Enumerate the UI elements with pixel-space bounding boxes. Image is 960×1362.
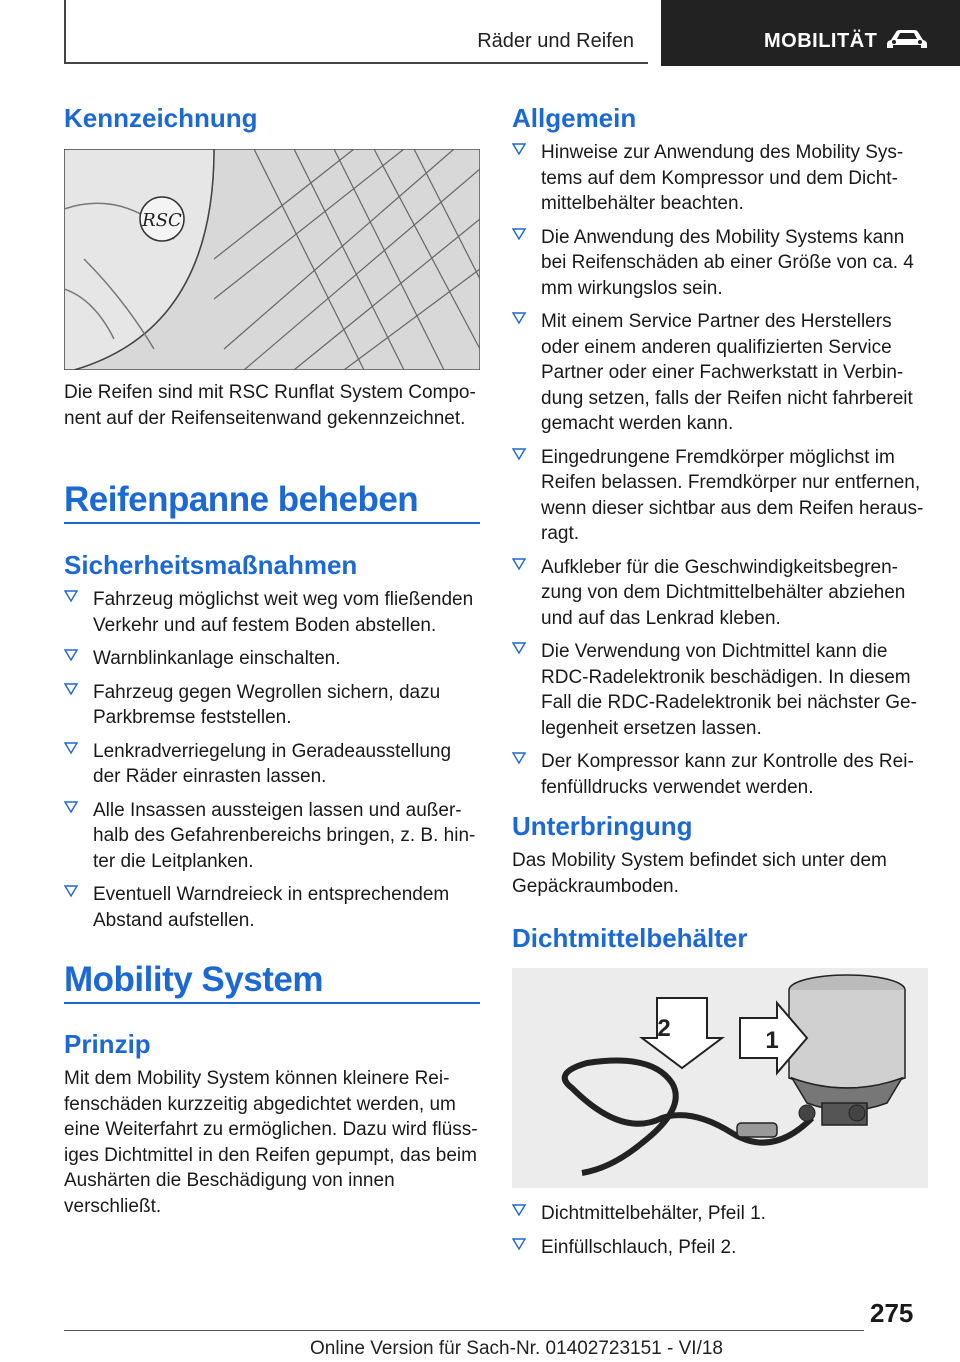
list-item-text: Aufkleber für die Geschwindigkeitsbegrenzung von dem Dichtmittelbehälter abziehen und auf das Lenkrad kleben. [541, 556, 906, 629]
page-number: 275 [870, 1298, 914, 1328]
mobility-system-rule [64, 1002, 480, 1004]
allgemein-heading: Allgemein [512, 103, 637, 133]
list-item-text: Warnblinkanlage einschalten. [93, 648, 341, 669]
list-item [512, 749, 928, 800]
list-item [64, 646, 480, 672]
header-section-box [64, 0, 648, 64]
list-item-text: Hinweise zur Anwendung des Mobility Systems auf dem Kompressor und dem Dichtmittelbehälter beachten. [541, 142, 904, 214]
arrow-label-2: 2 [657, 1015, 671, 1042]
reifenpanne-rule [64, 522, 480, 524]
triangle-bullet-icon [512, 557, 526, 571]
online-version-footer: Online Version für Sach-Nr. 01402723151 - VI/18 [310, 1338, 723, 1359]
list-item-text: Dichtmittelbehälter, Pfeil 1. [541, 1203, 766, 1224]
list-item-text: Der Kompressor kann zur Kontrolle des Reifenfülldrucks verwendet werden. [541, 751, 914, 798]
sealant-illustration [512, 968, 928, 1188]
triangle-bullet-icon [64, 741, 78, 755]
triangle-bullet-icon [512, 311, 526, 325]
allgemein-list [512, 140, 928, 808]
triangle-bullet-icon [64, 800, 78, 814]
triangle-bullet-icon [512, 142, 526, 156]
triangle-bullet-icon [512, 641, 526, 655]
list-item [64, 680, 480, 731]
triangle-bullet-icon [64, 589, 78, 603]
sealant-container-figure [512, 968, 928, 1188]
list-item-text: Die Anwendung des Mobility Systems kann bei Reifenschäden ab einer Größe von ca. 4 mm wirkungslos sein. [541, 226, 914, 299]
list-item-text: Einfüllschlauch, Pfeil 2. [541, 1236, 737, 1258]
tire-illustration [64, 149, 480, 370]
mobility-system-heading: Mobility System [64, 960, 323, 999]
sicherheit-list [64, 587, 480, 941]
list-item-text: Eingedrungene Fremdkörper möglichst im Reifen belassen. Fremdkörper nur entfernen, wenn dieser sichtbar aus dem Reifen herausragt. [541, 446, 924, 544]
list-item-text: Eventuell Warndreieck in entsprechendem Abstand aufstellen. [93, 884, 450, 931]
triangle-bullet-icon [64, 682, 78, 696]
kennzeichnung-text: Die Reifen sind mit RSC Runflat System Component auf der Reifenseitenwand gekennzeichnet. [64, 382, 476, 429]
triangle-bullet-icon [512, 1237, 526, 1251]
triangle-bullet-icon [512, 227, 526, 241]
svg-text:RSC: RSC [142, 210, 182, 231]
list-item [512, 309, 928, 437]
list-item [512, 225, 928, 302]
prinzip-text: Mit dem Mobility System können kleinere Reifenschäden kurzzeitig abgedichtet werden, um eine Weiterfahrt zu ermöglichen. Dazu wird flüssiges Dichtmittel in den Reifen gepumpt, das beim Aushärten die Beschädigung von innen verschließt. [64, 1068, 478, 1217]
list-item [64, 739, 480, 790]
list-item [512, 1235, 928, 1261]
triangle-bullet-icon [512, 751, 526, 765]
list-item [512, 1201, 928, 1227]
reifenpanne-heading: Reifenpanne beheben [64, 480, 419, 519]
triangle-bullet-icon [64, 884, 78, 898]
triangle-bullet-icon [512, 1203, 526, 1217]
tire-sidewall-figure [64, 149, 480, 370]
list-item [512, 445, 928, 547]
header-section-title: Räder und Reifen [477, 30, 634, 52]
prinzip-heading: Prinzip [64, 1029, 151, 1059]
list-item [64, 798, 480, 875]
triangle-bullet-icon [512, 447, 526, 461]
list-item-text: Alle Insassen aussteigen lassen und außerhalb des Gefahrenbereichs bringen, z. B. hinter die Leitplanken. [93, 799, 476, 872]
list-item-text: Fahrzeug gegen Wegrollen sichern, dazu Parkbremse feststellen. [93, 681, 441, 728]
dichtmittel-heading: Dichtmittelbehälter [512, 923, 748, 953]
kennzeichnung-heading: Kennzeichnung [64, 103, 258, 133]
list-item [512, 639, 928, 741]
list-item-text: Lenkradverriegelung in Geradeausstellung der Räder einrasten lassen. [93, 740, 452, 787]
car-icon [885, 28, 929, 52]
arrow-label-1: 1 [765, 1027, 779, 1054]
list-item-text: Die Verwendung von Dichtmittel kann die RDC-Radelektronik beschädigen. In diesem Fall die RDC-Radelektronik bei nächster Gelegenheit ersetzen lassen. [541, 641, 917, 739]
list-item [64, 587, 480, 638]
footer-rule [64, 1330, 864, 1331]
list-item-text: Fahrzeug möglichst weit weg vom fließenden Verkehr und auf festem Boden abstellen. [93, 589, 474, 636]
dichtmittel-list [512, 1201, 928, 1268]
unterbringung-heading: Unterbringung [512, 811, 693, 841]
list-item-text: Mit einem Service Partner des Herstellers oder einem anderen qualifizierten Service Partner oder einer Fachwerkstatt in Verbindung setzen, falls der Reifen nicht fahrbereit gemacht werden kann. [541, 311, 913, 434]
sicherheit-heading: Sicherheitsmaßnahmen [64, 550, 358, 580]
unterbringung-text: Das Mobility System befindet sich unter dem Gepäckraumboden. [512, 850, 887, 897]
list-item [512, 140, 928, 217]
header-chapter-tab [661, 0, 960, 66]
page-header [0, 0, 960, 66]
triangle-bullet-icon [64, 648, 78, 662]
list-item [64, 882, 480, 933]
list-item [512, 555, 928, 632]
header-chapter-title: MOBILITÄT [764, 30, 878, 52]
